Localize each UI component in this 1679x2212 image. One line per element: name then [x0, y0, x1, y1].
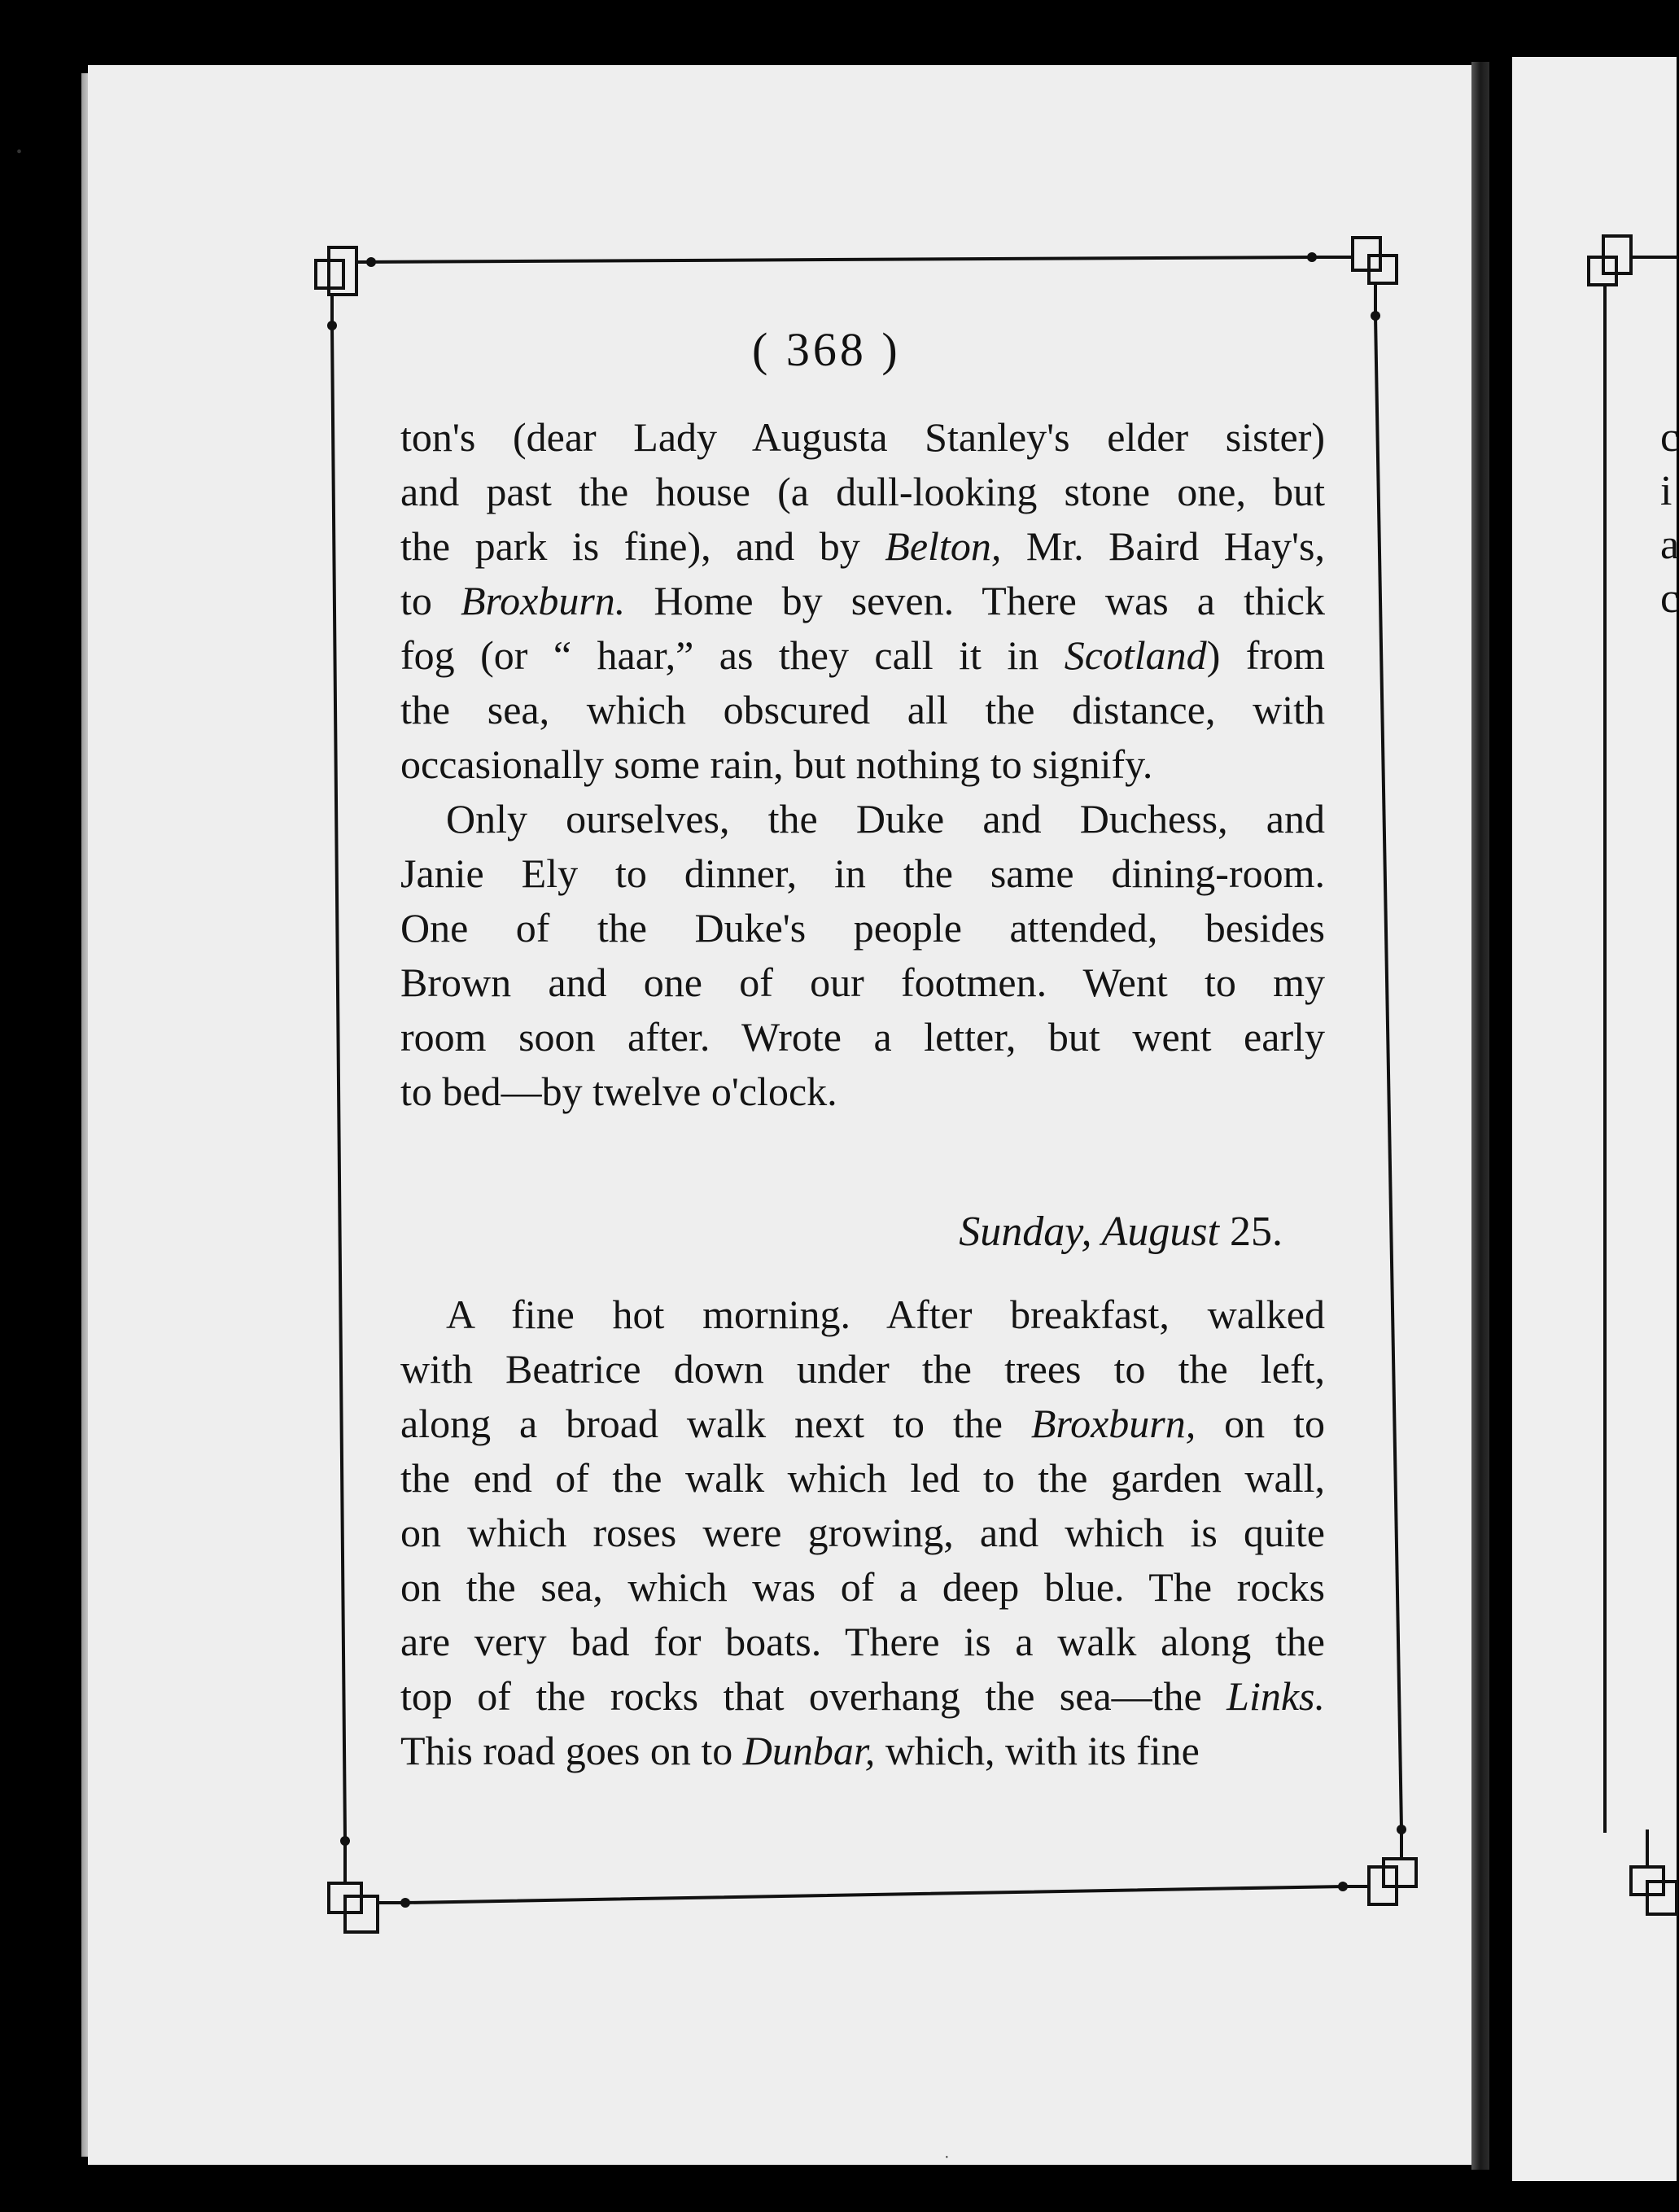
text-line [400, 1615, 1325, 1669]
text-line [400, 1506, 1325, 1560]
text-line [400, 737, 1325, 792]
border-left-rule [332, 326, 345, 1841]
text-run: on to [1196, 1401, 1325, 1446]
text-run: top of the rocks that overhang the sea—the [400, 1673, 1227, 1719]
text-line [400, 1397, 1325, 1451]
corner-ornament-bottom-right [1343, 1829, 1416, 1904]
italic-run: Scotland [1064, 632, 1207, 678]
text-line [400, 1451, 1325, 1506]
facing-page-ornament-top [1589, 236, 1677, 1831]
text-run: One of the Duke's people attended, besides [400, 905, 1325, 951]
border-bottom-rule [405, 1886, 1343, 1903]
text-run: to [400, 578, 461, 623]
text-line [400, 574, 1325, 628]
text-run: 25. [1219, 1209, 1283, 1255]
text-run: with Beatrice down under the trees to the left, [400, 1346, 1325, 1392]
text-line [400, 519, 1325, 574]
text-run: ) from [1206, 632, 1326, 678]
text-line [400, 1724, 1325, 1778]
corner-ornament-bottom-left [329, 1841, 405, 1932]
italic-run: Broxburn, [1030, 1401, 1196, 1446]
italic-run: Dunbar, [742, 1728, 876, 1773]
facing-page-ornament-bottom [1631, 1831, 1677, 1914]
italic-run: Links. [1226, 1673, 1325, 1719]
text-run: Brown and one of our footmen. Went to my [400, 960, 1325, 1005]
text-run: occasionally some rain, but nothing to signify. [400, 741, 1153, 787]
text-run: along a broad walk next to the [400, 1401, 1031, 1446]
text-run: Mr. Baird Hay's, [1001, 523, 1325, 569]
border-top-rule [358, 257, 1312, 262]
text-line [400, 628, 1325, 683]
text-line [400, 792, 1325, 846]
text-line [400, 1010, 1325, 1064]
text-run: Home by seven. There was a thick [625, 578, 1325, 623]
text-run: This road goes on to [400, 1728, 743, 1773]
text-line [400, 1064, 1325, 1119]
text-run: the park is fine), and by [400, 523, 885, 569]
text-line [400, 1560, 1325, 1615]
text-line [400, 846, 1325, 901]
text-run: the sea, which obscured all the distance, with [400, 687, 1325, 732]
text-line [400, 955, 1325, 1010]
text-line [400, 683, 1325, 737]
dateline [830, 1208, 1283, 1256]
scan-speck: · [944, 2149, 950, 2166]
text-run: A fine hot morning. After breakfast, walked [446, 1292, 1325, 1337]
italic-run: Belton, [885, 523, 1002, 569]
corner-ornament-top-left [316, 247, 371, 326]
text-run: Janie Ely to dinner, in the same dining-room. [400, 850, 1325, 896]
text-run: to bed—by twelve o'clock. [400, 1069, 837, 1114]
text-run: are very bad for boats. There is a walk along the [400, 1619, 1325, 1664]
text-line [400, 465, 1325, 519]
text-run: on the sea, which was of a deep blue. The rocks [400, 1564, 1325, 1610]
text-run: Only ourselves, the Duke and Duchess, and [446, 796, 1325, 842]
facing-page-fragment: a [1660, 522, 1679, 568]
text-run: ton's (dear Lady Augusta Stanley's elder sister) [400, 414, 1325, 460]
text-run: and past the house (a dull-looking stone one, but [400, 469, 1325, 514]
text-run: which, with its fine [875, 1728, 1200, 1773]
corner-ornament-top-right [1312, 238, 1397, 316]
border-right-rule [1375, 316, 1401, 1829]
page-number: ( 368 ) [752, 323, 901, 376]
italic-run: Broxburn. [460, 578, 626, 623]
text-run: the end of the walk which led to the garden wall, [400, 1455, 1325, 1501]
text-line [400, 1342, 1325, 1397]
text-line [400, 1669, 1325, 1724]
facing-page-fragment: c [1660, 414, 1679, 461]
text-line [400, 901, 1325, 955]
facing-page-fragment: i [1660, 468, 1672, 514]
italic-run: Sunday, August [959, 1209, 1219, 1255]
text-run: fog (or “ haar,” as they call it in [400, 632, 1065, 678]
text-line [400, 410, 1325, 465]
text-run: on which roses were growing, and which is quite [400, 1510, 1325, 1555]
text-run: room soon after. Wrote a letter, but went early [400, 1014, 1325, 1060]
text-line [400, 1287, 1325, 1342]
scan-speck: • [16, 143, 23, 161]
facing-page-fragment: c [1660, 575, 1679, 622]
body-text-bottom [400, 1287, 1325, 1778]
body-text-top [400, 410, 1325, 1119]
